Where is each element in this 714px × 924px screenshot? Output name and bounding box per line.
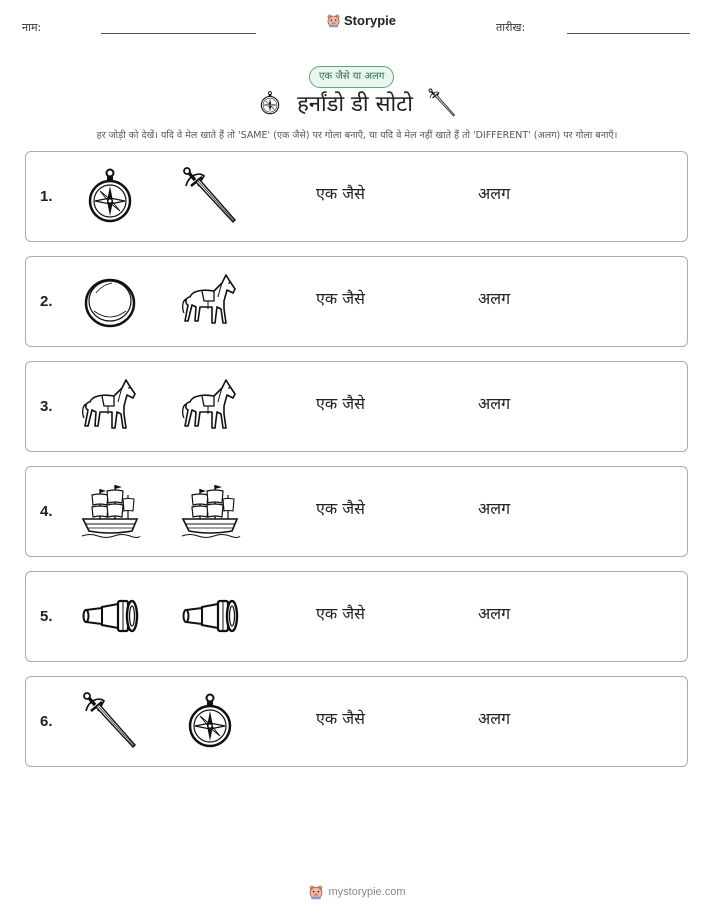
- horse-icon: [78, 376, 142, 436]
- pig-logo-icon: [326, 13, 341, 28]
- same-option[interactable]: एक जैसे: [316, 604, 365, 623]
- different-option[interactable]: अलग: [478, 184, 511, 203]
- name-line[interactable]: [101, 33, 256, 34]
- ship-icon: [78, 481, 142, 541]
- different-option[interactable]: अलग: [478, 499, 511, 518]
- question-row-2: [25, 256, 688, 347]
- same-option[interactable]: एक जैसे: [316, 289, 365, 308]
- title-row: [0, 88, 714, 118]
- question-number: 3.: [40, 398, 53, 415]
- date-line[interactable]: [567, 33, 690, 34]
- sword-icon: [178, 166, 242, 226]
- brand-logo: [326, 13, 396, 28]
- question-row-4: [25, 466, 688, 557]
- question-row-5: [25, 571, 688, 662]
- different-option[interactable]: अलग: [478, 394, 511, 413]
- compass-icon: [178, 691, 242, 751]
- sword-icon: [78, 691, 142, 751]
- spyglass-icon: [178, 586, 242, 646]
- question-number: 6.: [40, 713, 53, 730]
- different-option[interactable]: अलग: [478, 709, 511, 728]
- question-number: 2.: [40, 293, 53, 310]
- question-number: 5.: [40, 608, 53, 625]
- question-row-1: [25, 151, 688, 242]
- same-option[interactable]: एक जैसे: [316, 184, 365, 203]
- ship-icon: [178, 481, 242, 541]
- question-number: 4.: [40, 503, 53, 520]
- instructions: हर जोड़ी को देखें। यदि वे मेल खाते हैं तो 'SAME' (एक जैसे) पर गोला बनाएँ, या यदि वे मेल नहीं खाते हैं तो 'DIFFERENT' (अलग) पर गोला बनाएँ।: [96, 130, 618, 141]
- pig-logo-icon: [308, 884, 324, 900]
- spyglass-icon: [78, 586, 142, 646]
- same-option[interactable]: एक जैसे: [316, 499, 365, 518]
- footer: [0, 884, 714, 900]
- horse-icon: [178, 271, 242, 331]
- compass-icon: [257, 89, 283, 117]
- horse-icon: [178, 376, 242, 436]
- question-row-6: [25, 676, 688, 767]
- question-number: 1.: [40, 188, 53, 205]
- brand-name: Storypie: [344, 13, 397, 28]
- different-option[interactable]: अलग: [478, 289, 511, 308]
- date-label: तारीख:: [496, 21, 526, 34]
- sword-icon: [427, 88, 457, 118]
- worksheet-type-badge: एक जैसे या अलग: [309, 66, 394, 88]
- compass-icon: [78, 166, 142, 226]
- different-option[interactable]: अलग: [478, 604, 511, 623]
- page-title: हर्नांडो डी सोटो: [297, 92, 413, 117]
- question-row-3: [25, 361, 688, 452]
- same-option[interactable]: एक जैसे: [316, 394, 365, 413]
- coin-icon: [78, 271, 142, 331]
- same-option[interactable]: एक जैसे: [316, 709, 365, 728]
- name-label: नाम:: [22, 21, 42, 34]
- footer-site-link[interactable]: mystorypie.com: [328, 886, 406, 898]
